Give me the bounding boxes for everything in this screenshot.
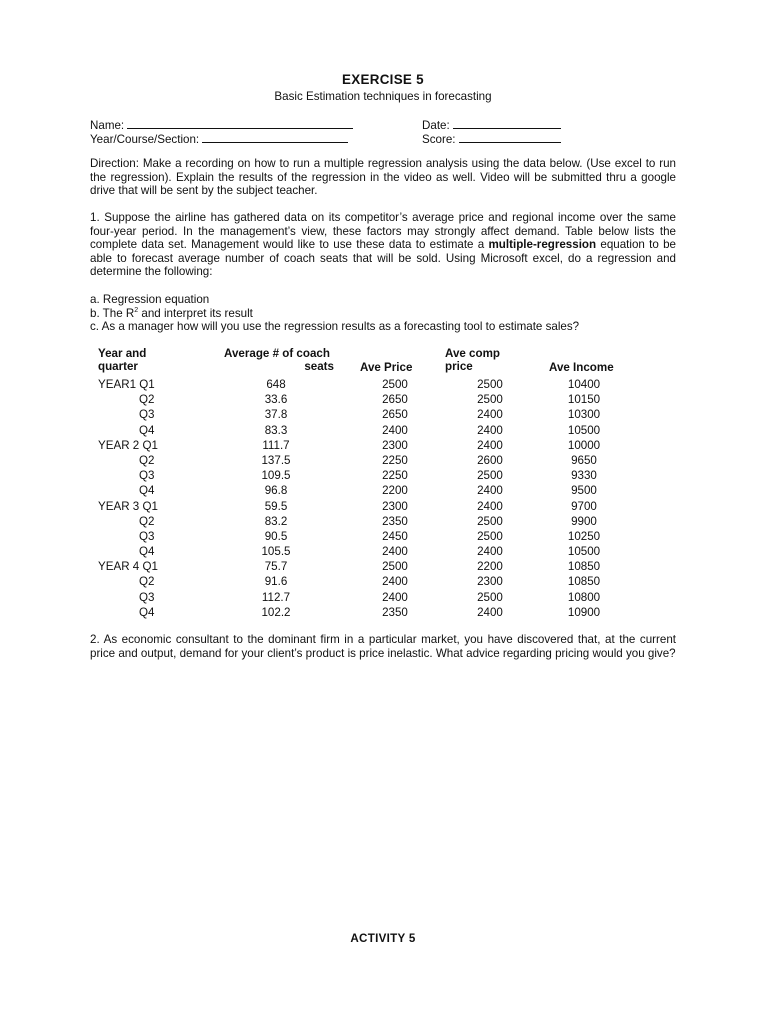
cell-period: Q3 <box>139 469 155 483</box>
cell-ave-comp-price: 2400 <box>477 438 503 452</box>
cell-ave-comp-price: 2500 <box>477 378 503 391</box>
header-ave-comp-price: Ave comp price <box>445 347 500 374</box>
cell-ave-price: 2450 <box>382 529 408 543</box>
header-ave-price: Ave Price <box>360 361 413 374</box>
cell-ave-price: 2650 <box>382 393 408 407</box>
exercise-subtitle: Basic Estimation techniques in forecasting <box>274 90 492 103</box>
cell-ave-income: 9700 <box>571 499 597 513</box>
cell-ave-comp-price: 2400 <box>477 545 503 559</box>
cell-coach-seats: 83.2 <box>264 514 288 528</box>
cell-coach-seats: 96.8 <box>264 484 288 498</box>
cell-period: Q3 <box>139 590 155 604</box>
table-row <box>90 500 676 515</box>
table-row <box>90 545 676 560</box>
cell-coach-seats: 112.7 <box>261 590 291 604</box>
header-year-quarter: Year and quarter <box>98 347 147 374</box>
cell-coach-seats: 83.3 <box>264 423 288 437</box>
cell-ave-price: 2400 <box>382 545 408 559</box>
table-row <box>90 591 676 606</box>
item-b: b. The $R^2$ and interpret its result <box>90 306 253 320</box>
cell-ave-comp-price: 2400 <box>477 484 503 498</box>
cell-ave-comp-price: 2500 <box>477 590 503 604</box>
name-blank-line <box>127 117 353 129</box>
cell-period: Q2 <box>139 453 155 467</box>
cell-ave-price: 2650 <box>382 408 408 422</box>
cell-coach-seats: 75.7 <box>264 560 288 574</box>
cell-ave-comp-price: 2500 <box>477 529 503 543</box>
question-1-text-start: 1. Suppose the airline has gathered data on its competitor’s average price and regional income over the same four-year period. In the management’s view, these factors may strongly affect demand. Table below lists the complete data set. Management would like to use these data to estimate a <box>90 211 676 252</box>
cell-ave-comp-price: 2500 <box>477 469 503 483</box>
cell-ave-comp-price: 2300 <box>477 575 503 589</box>
cell-period: Q2 <box>139 575 155 589</box>
cell-coach-seats: 109.5 <box>261 469 291 483</box>
section-blank-line <box>202 131 348 143</box>
date-label: Date: <box>422 119 450 132</box>
cell-period: Q3 <box>139 408 155 422</box>
cell-ave-income: 10300 <box>567 408 601 422</box>
cell-ave-price: 2500 <box>382 560 408 574</box>
cell-ave-income: 10850 <box>567 575 601 589</box>
cell-ave-price: 2350 <box>382 605 408 619</box>
activity-footer: ACTIVITY 5 <box>350 932 416 945</box>
cell-ave-price: 2500 <box>382 378 408 391</box>
score-label: Score: <box>422 133 456 146</box>
exercise-title: EXERCISE 5 <box>342 72 424 87</box>
cell-period: YEAR 4 Q1 <box>98 560 158 574</box>
cell-ave-price: 2250 <box>382 453 408 467</box>
cell-coach-seats: 33.6 <box>264 393 288 407</box>
cell-ave-income: 10400 <box>567 378 601 391</box>
cell-ave-price: 2400 <box>382 423 408 437</box>
cell-coach-seats: 105.5 <box>261 545 291 559</box>
cell-period: Q2 <box>139 393 155 407</box>
table-row <box>90 484 676 499</box>
table-row <box>90 393 676 408</box>
cell-ave-income: 10900 <box>567 605 601 619</box>
item-a: a. Regression equation <box>90 293 210 306</box>
cell-ave-comp-price: 2400 <box>477 605 503 619</box>
cell-ave-comp-price: 2600 <box>477 453 503 467</box>
cell-period: Q4 <box>139 545 155 559</box>
question-2-paragraph: 2. As economic consultant to the dominant firm in a particular market, you have discovered that, at the current price and output, demand for your client’s product is price inelastic. What advice regarding pricing would you give? <box>90 633 676 660</box>
item-c: c. As a manager how will you use the regression results as a forecasting tool to estimate sales? <box>90 320 580 334</box>
cell-ave-price: 2400 <box>382 575 408 589</box>
cell-ave-comp-price: 2500 <box>477 393 503 407</box>
cell-period: Q4 <box>139 423 155 437</box>
score-blank-line <box>459 131 561 143</box>
cell-ave-income: 10500 <box>567 545 601 559</box>
cell-ave-income: 9330 <box>571 469 597 483</box>
cell-ave-income: 10000 <box>567 438 601 452</box>
section-field <box>90 131 348 147</box>
cell-ave-price: 2250 <box>382 469 408 483</box>
cell-ave-income: 9650 <box>571 453 597 467</box>
cell-ave-income: 10800 <box>567 590 601 604</box>
table-row <box>90 454 676 469</box>
cell-ave-comp-price: 2400 <box>477 423 503 437</box>
cell-ave-comp-price: 2400 <box>477 408 503 422</box>
question-1-bold-term: multiple-regression <box>488 238 597 252</box>
cell-coach-seats: 59.5 <box>264 499 288 513</box>
cell-ave-income: 10150 <box>567 393 601 407</box>
cell-ave-income: 10250 <box>567 529 601 543</box>
data-table <box>90 378 676 621</box>
cell-coach-seats: 137.5 <box>261 453 291 467</box>
table-row <box>90 378 676 393</box>
cell-coach-seats: 648 <box>266 378 286 391</box>
cell-period: Q3 <box>139 529 155 543</box>
cell-coach-seats: 102.2 <box>261 605 291 619</box>
cell-coach-seats: 37.8 <box>264 408 288 422</box>
cell-ave-income: 10500 <box>567 423 601 437</box>
date-blank-line <box>453 117 561 129</box>
table-row <box>90 575 676 590</box>
cell-period: YEAR 3 Q1 <box>98 499 158 513</box>
cell-coach-seats: 90.5 <box>264 529 288 543</box>
table-row <box>90 515 676 530</box>
section-label: Year/Course/Section: <box>90 133 200 146</box>
cell-ave-price: 2300 <box>382 499 408 513</box>
table-row <box>90 408 676 423</box>
header-ave-income: Ave Income <box>549 361 614 374</box>
question-1-paragraph <box>90 211 676 279</box>
cell-ave-comp-price: 2200 <box>477 560 503 574</box>
table-row <box>90 560 676 575</box>
cell-ave-price: 2200 <box>382 484 408 498</box>
cell-period: Q4 <box>139 484 155 498</box>
cell-coach-seats: 111.7 <box>262 438 290 452</box>
cell-period: Q4 <box>139 605 155 619</box>
cell-ave-comp-price: 2500 <box>477 514 503 528</box>
cell-ave-income: 9900 <box>571 514 597 528</box>
cell-ave-income: 10850 <box>567 560 601 574</box>
direction-paragraph: Direction: Make a recording on how to run a multiple regression analysis using the data below. (Use excel to run the regression). Explain the results of the regression in the video as well. Video will be submitted thru a google drive that will be sent by the subject teacher. <box>90 157 676 198</box>
name-label: Name: <box>90 119 125 132</box>
score-field <box>422 131 561 147</box>
table-row <box>90 439 676 454</box>
header-coach-seats: Average # of coach seats <box>224 347 334 374</box>
table-row <box>90 530 676 545</box>
cell-ave-price: 2350 <box>382 514 408 528</box>
cell-ave-income: 9500 <box>571 484 597 498</box>
cell-period: Q2 <box>139 514 155 528</box>
question-1-text-end: equation to be able to forecast average number of coach seats that will be sold. Using Microsoft excel, do a regression and determine the following: <box>90 238 676 279</box>
cell-coach-seats: 91.6 <box>264 575 288 589</box>
cell-period: YEAR 2 Q1 <box>98 438 158 452</box>
cell-ave-price: 2300 <box>382 438 408 452</box>
table-row <box>90 606 676 621</box>
cell-ave-comp-price: 2400 <box>477 499 503 513</box>
table-row <box>90 469 676 484</box>
question-1-items <box>90 293 676 334</box>
table-row <box>90 424 676 439</box>
cell-period: YEAR1 Q1 <box>98 378 155 391</box>
cell-ave-price: 2400 <box>382 590 408 604</box>
